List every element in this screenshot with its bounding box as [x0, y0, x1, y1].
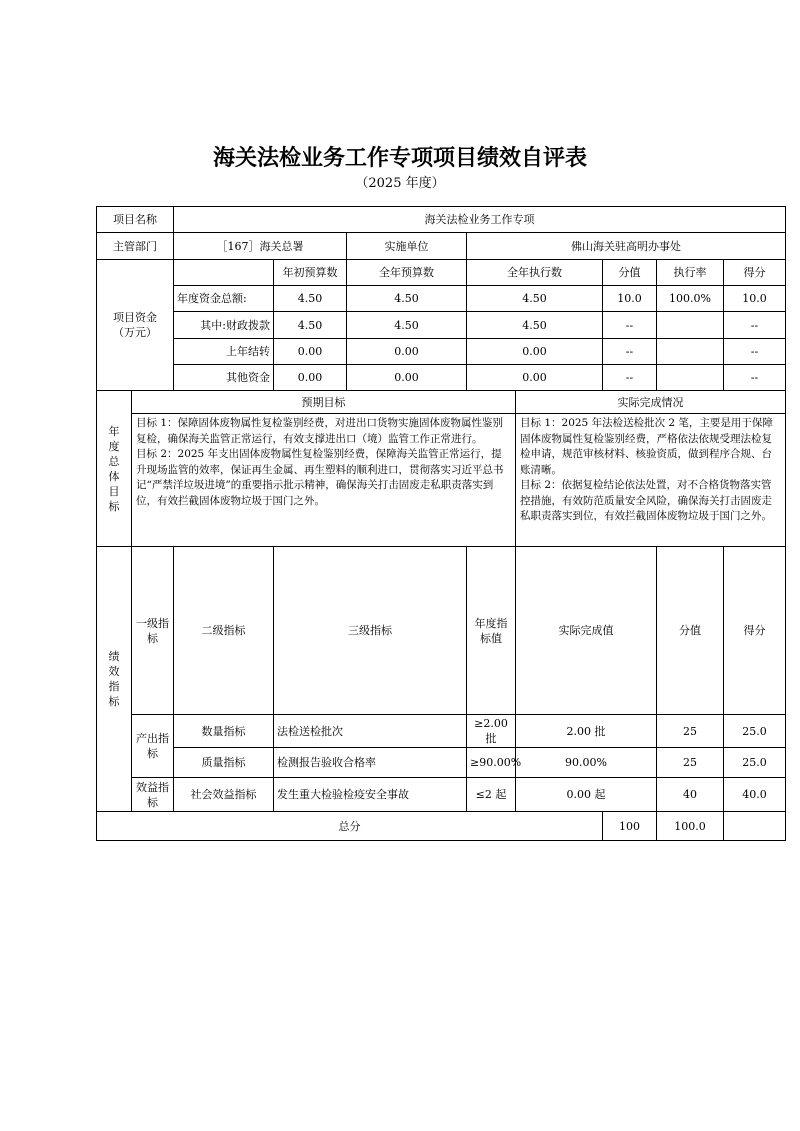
indicator-row-social	[97, 778, 786, 812]
funds-cell-score: --	[724, 312, 786, 339]
funds-header-row	[97, 260, 786, 286]
funds-cell-score-val: --	[603, 365, 657, 391]
funds-cell-init: 0.00	[274, 339, 347, 365]
funds-row-fiscal	[97, 312, 786, 339]
header-level1: 一级指标	[132, 547, 174, 715]
funds-cell-exec: 0.00	[467, 339, 603, 365]
project-name-label: 项目名称	[97, 207, 174, 233]
goals-label-char: 标	[108, 499, 120, 513]
dept-value: ［167］海关总署	[174, 233, 347, 260]
goals-label	[97, 391, 132, 547]
funds-row-other	[97, 365, 786, 391]
funds-cell-full: 0.00	[347, 339, 467, 365]
funds-label	[97, 260, 174, 391]
funds-header-full: 全年预算数	[347, 260, 467, 286]
indicator-level2: 质量指标	[174, 748, 274, 778]
goals-label-char: 年	[108, 424, 120, 438]
indicator-level1: 产出指标	[132, 715, 174, 778]
row-project-name	[97, 207, 786, 233]
funds-cell-score: 10.0	[724, 286, 786, 312]
indicator-row-quality	[97, 748, 786, 778]
indicator-level3: 法检送检批次	[274, 715, 467, 748]
indicator-score: 40.0	[724, 778, 786, 812]
header-level3: 三级指标	[274, 547, 467, 715]
indicator-target: ≥2.00批	[467, 715, 516, 748]
indicators-header-row	[97, 547, 786, 715]
funds-cell-score-val: --	[603, 312, 657, 339]
actual-goal-2: 目标 2：依据复检结论依法处置，对不合格货物落实管控措施，有效防范质量安全风险，确保海关打击固废走私职责落实到位，有效拦截固体废物垃圾于国门之外。	[520, 479, 772, 522]
indicator-actual: 0.00 起	[516, 778, 657, 812]
funds-header-score: 得分	[724, 260, 786, 286]
funds-cell-rate	[657, 339, 724, 365]
funds-header-score-val: 分值	[603, 260, 657, 286]
header-level2: 二级指标	[174, 547, 274, 715]
indicator-level3: 发生重大检验检疫安全事故	[274, 778, 467, 812]
funds-cell-rate	[657, 365, 724, 391]
indicator-score-val: 25	[657, 715, 724, 748]
header-score-val: 分值	[657, 547, 724, 715]
total-score: 100.0	[657, 812, 724, 841]
funds-cell-init: 4.50	[274, 286, 347, 312]
funds-header-exec: 全年执行数	[467, 260, 603, 286]
expected-goal-2: 目标 2：2025 年支出固体废物属性复检鉴别经费，保障海关监管正常运行，提升现场监管的效率，保证再生金属、再生塑料的顺利进口，贯彻落实习近平总书记“严禁洋垃圾进境”的重要指示批示精神，确保海关打击固废走私职责落实到位，有效拦截固体废物垃圾于国门之外。	[136, 448, 504, 507]
goals-expected-header: 预期目标	[132, 391, 516, 414]
total-label: 总分	[97, 812, 603, 841]
funds-cell-score: --	[724, 365, 786, 391]
indicators-label	[97, 547, 132, 812]
funds-row-label: 年度资金总额:	[174, 286, 274, 312]
row-dept	[97, 233, 786, 260]
form-title: 海关法检业务工作专项项目绩效自评表	[212, 146, 587, 171]
indicator-level3: 检测报告验收合格率	[274, 748, 467, 778]
indicators-label-char: 指	[108, 680, 120, 693]
funds-cell-rate: 100.0%	[657, 286, 724, 312]
header-target: 年度指标值	[467, 547, 516, 715]
expected-goal-1: 目标 1：保障固体废物属性复检鉴别经费，对进出口货物实施固体废物属性鉴别复检，确保海关监管正常运行，有效支撑进出口（境）监管工作正常进行。	[136, 417, 504, 445]
goals-expected-text	[132, 414, 516, 547]
dept-label: 主管部门	[97, 233, 174, 260]
funds-row-label: 上年结转	[174, 339, 274, 365]
goals-label-char: 目	[108, 484, 120, 498]
indicator-score-val: 25	[657, 748, 724, 778]
funds-row-label: 其他资金	[174, 365, 274, 391]
goals-actual-text	[516, 414, 786, 547]
funds-cell-full: 4.50	[347, 286, 467, 312]
total-deviation	[724, 812, 786, 841]
funds-cell-exec: 0.00	[467, 365, 603, 391]
indicators-label-char: 绩	[108, 650, 120, 663]
indicator-level1: 效益指标	[132, 778, 174, 812]
project-name-value: 海关法检业务工作专项	[174, 207, 786, 233]
indicator-row-quantity	[97, 715, 786, 748]
impl-value: 佛山海关驻高明办事处	[467, 233, 786, 260]
total-score-val: 100	[603, 812, 657, 841]
performance-table	[96, 206, 786, 841]
funds-cell-score: --	[724, 339, 786, 365]
indicator-actual: 90.00%	[516, 748, 657, 778]
funds-row-total	[97, 286, 786, 312]
indicator-target: ≥90.00%	[467, 748, 516, 778]
header-score: 得分	[724, 547, 786, 715]
funds-cell-rate	[657, 312, 724, 339]
goals-content-row	[97, 414, 786, 547]
indicator-level2: 数量指标	[174, 715, 274, 748]
funds-header-blank	[174, 260, 274, 286]
indicator-score: 25.0	[724, 715, 786, 748]
funds-cell-init: 4.50	[274, 312, 347, 339]
indicators-label-char: 标	[108, 695, 120, 708]
indicator-score-val: 40	[657, 778, 724, 812]
goals-actual-header: 实际完成情况	[516, 391, 786, 414]
header-actual: 实际完成值	[516, 547, 657, 715]
funds-header-init: 年初预算数	[274, 260, 347, 286]
funds-cell-score-val: 10.0	[603, 286, 657, 312]
funds-cell-full: 0.00	[347, 365, 467, 391]
funds-cell-exec: 4.50	[467, 286, 603, 312]
actual-goal-1: 目标 1：2025 年法检送检批次 2 笔，主要是用于保障固体废物属性复检鉴别经费，严格依法依规受理法检复检申请，规范审核材料、核验资质，做到程序合规、台账清晰。	[520, 417, 773, 476]
funds-header-rate: 执行率	[657, 260, 724, 286]
funds-cell-full: 4.50	[347, 312, 467, 339]
goals-header-row	[97, 391, 786, 414]
total-row	[97, 812, 786, 841]
indicators-label-char: 效	[108, 665, 120, 678]
indicator-score: 25.0	[724, 748, 786, 778]
funds-row-carryover	[97, 339, 786, 365]
form-year: （2025 年度）	[355, 176, 445, 191]
goals-label-char: 度	[108, 439, 120, 453]
goals-label-char: 体	[108, 469, 120, 483]
indicator-actual: 2.00 批	[516, 715, 657, 748]
funds-label-line2: （万元）	[113, 326, 157, 339]
funds-row-label: 其中:财政拨款	[174, 312, 274, 339]
funds-label-line1: 项目资金	[113, 311, 157, 324]
impl-label: 实施单位	[347, 233, 467, 260]
funds-cell-score-val: --	[603, 339, 657, 365]
indicator-level2: 社会效益指标	[174, 778, 274, 812]
funds-cell-exec: 4.50	[467, 312, 603, 339]
funds-cell-init: 0.00	[274, 365, 347, 391]
indicator-target: ≤2 起	[467, 778, 516, 812]
goals-label-char: 总	[108, 454, 120, 468]
